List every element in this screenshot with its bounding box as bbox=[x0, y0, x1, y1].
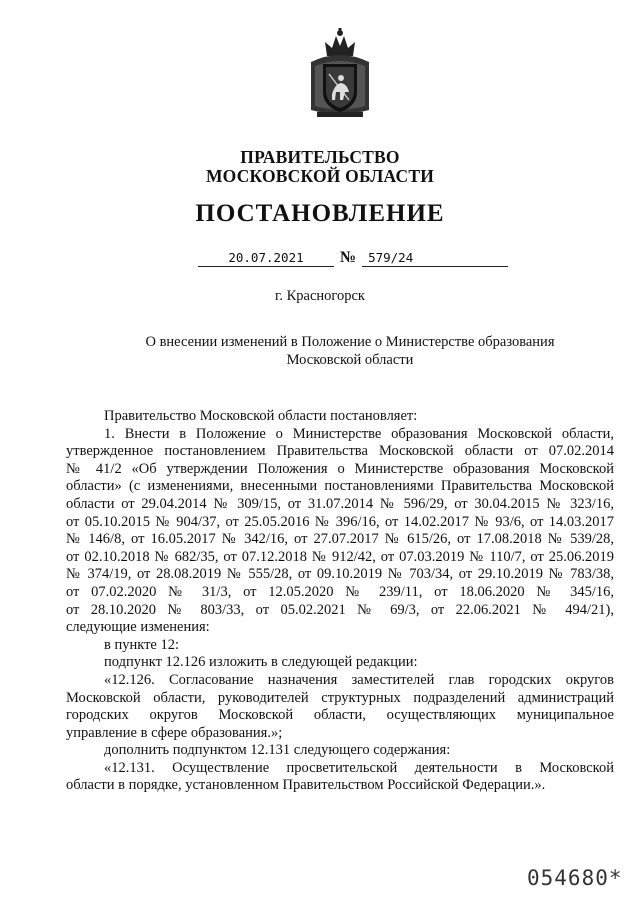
moscow-region-coat-of-arms-icon bbox=[305, 26, 375, 122]
item-1-line: от 28.10.2020 № 803/33, от 05.02.2021 № 69/3, от 22.06.2021 № 494/21), bbox=[66, 601, 614, 618]
subpoint-131-intro: дополнить подпунктом 12.131 следующего содержания: bbox=[104, 742, 451, 759]
subpoint-126-line: управление в сфере образования.»; bbox=[66, 724, 283, 741]
item-1-line: области» (с изменениями, внесенными постановлениями Правительства Московской bbox=[66, 478, 614, 495]
subpoint-131-line: области в порядке, установленном Правительством Российской Федерации.». bbox=[66, 777, 546, 794]
city-line: г. Красногорск bbox=[275, 288, 365, 304]
document-type-title: ПОСТАНОВЛЕНИЕ bbox=[195, 200, 445, 227]
government-line-2: МОСКОВСКОЙ ОБЛАСТИ bbox=[205, 166, 435, 186]
date-number-line bbox=[198, 249, 508, 271]
document-body bbox=[66, 408, 614, 795]
item-1-line: № 41/2 «Об утверждении Положения о Министерстве образования Московской bbox=[66, 460, 614, 477]
document-number: 579/24 bbox=[362, 250, 508, 267]
subpoint-131-line: «12.131. Осуществление просветительской деятельности в Московской bbox=[104, 759, 614, 776]
item-1-line: 1. Внести в Положение о Министерстве образования Московской области, bbox=[104, 425, 614, 442]
item-1-line: от 05.10.2015 № 904/37, от 25.05.2016 № 396/16, от 14.02.2017 № 93/6, от 14.03.2017 bbox=[66, 513, 614, 530]
item-1-line: следующие изменения: bbox=[66, 619, 210, 636]
number-sign: № bbox=[340, 249, 357, 266]
item-1-line: № 374/19, от 28.08.2019 № 555/28, от 09.10.2019 № 703/34, от 29.10.2019 № 783/38, bbox=[66, 566, 614, 583]
point-12-line: в пункте 12: bbox=[104, 636, 180, 653]
item-1-line: от 02.10.2018 № 682/35, от 07.12.2018 № 912/42, от 07.03.2019 № 110/7, от 25.06.2019 bbox=[66, 548, 614, 565]
item-1-line: от 07.02.2020 № 31/3, от 12.05.2020 № 239/11, от 18.06.2020 № 345/16, bbox=[66, 583, 614, 600]
subpoint-126-text bbox=[66, 672, 614, 742]
subject-line-2: Московской области bbox=[286, 352, 414, 368]
subpoint-126-line: «12.126. Согласование назначения заместителей глав городских округов bbox=[104, 671, 614, 688]
item-1-line: области от 29.04.2014 № 309/15, от 31.07.2014 № 596/29, от 30.04.2015 № 323/16, bbox=[66, 495, 614, 512]
document-date: 20.07.2021 bbox=[198, 250, 334, 267]
item-1-paragraph bbox=[66, 426, 614, 637]
form-serial-number: 054680* bbox=[527, 866, 623, 890]
subject-line-1: О внесении изменений в Положение о Министерстве образования bbox=[145, 334, 555, 350]
subpoint-126-line: Московской области, руководителей структурных подразделений администраций bbox=[66, 689, 614, 706]
intro-paragraph: Правительство Московской области постановляет: bbox=[104, 408, 418, 424]
government-line-1: ПРАВИТЕЛЬСТВО bbox=[240, 147, 400, 167]
item-1-line: № 146/8, от 16.05.2017 № 342/16, от 27.07.2017 № 615/26, от 17.08.2018 № 539/28, bbox=[66, 531, 614, 548]
subpoint-126-intro: подпункт 12.126 изложить в следующей редакции: bbox=[104, 654, 418, 671]
government-heading bbox=[0, 148, 640, 186]
subpoint-126-line: городских округов Московской области, осуществляющих муниципальное bbox=[66, 707, 614, 724]
item-1-line: утвержденное постановлением Правительства Московской области от 07.02.2014 bbox=[66, 443, 614, 460]
subpoint-131-text bbox=[66, 760, 614, 795]
document-subject bbox=[130, 333, 570, 369]
